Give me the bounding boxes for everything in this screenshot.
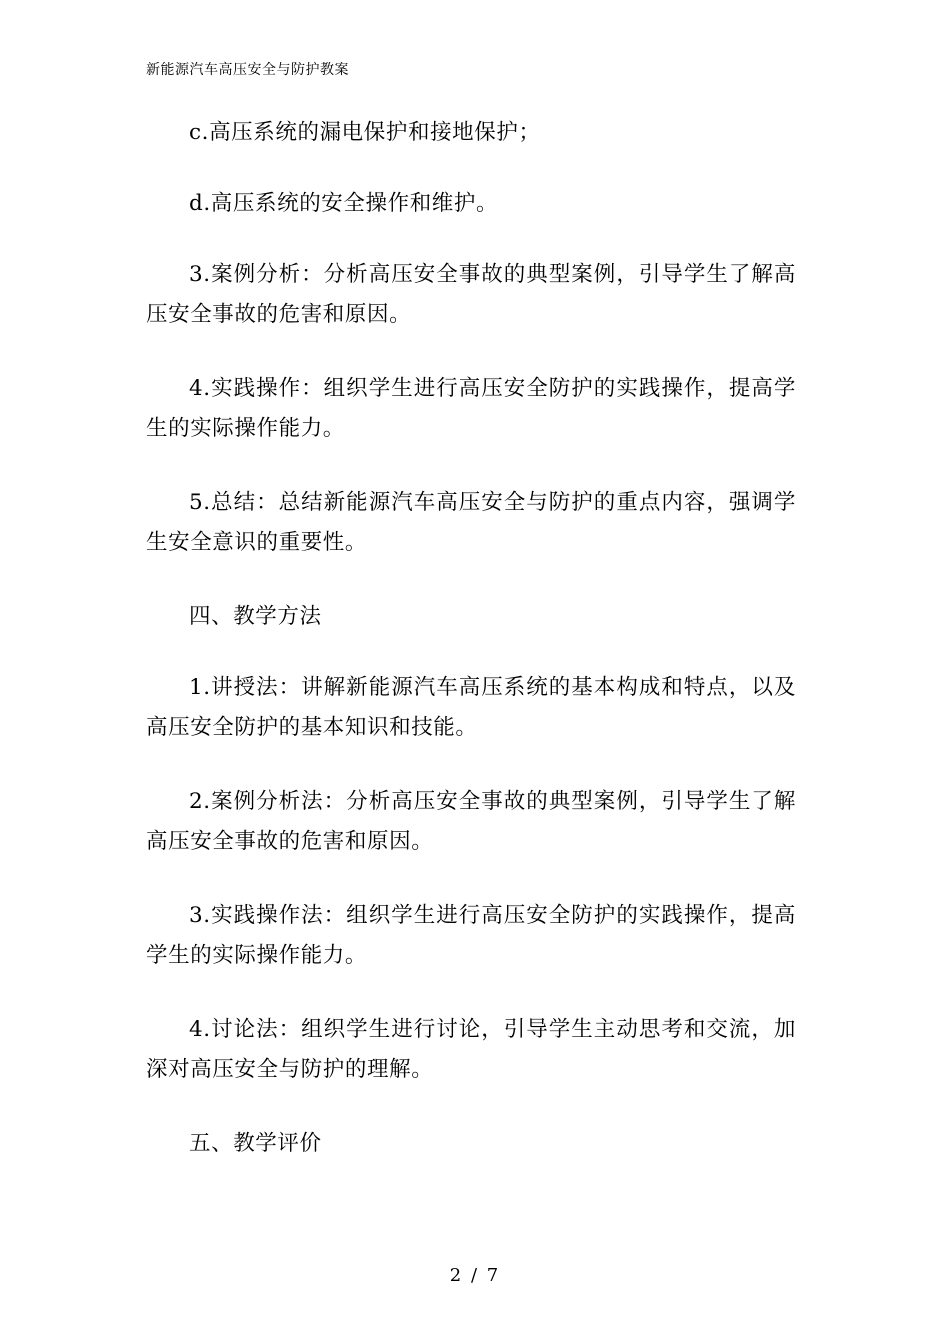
- page-number: 2 / 7: [449, 1265, 501, 1286]
- step-summary: 5.总结：总结新能源汽车高压安全与防护的重点内容，强调学生安全意识的重要性。: [146, 490, 796, 555]
- method-lecture: 1.讲授法：讲解新能源汽车高压系统的基本构成和特点，以及高压安全防护的基本知识和技能。: [146, 675, 796, 740]
- section-heading-teaching-methods: 四、教学方法: [189, 604, 322, 629]
- method-case-analysis: 2.案例分析法：分析高压安全事故的典型案例，引导学生了解高压安全事故的危害和原因。: [146, 789, 796, 854]
- method-discussion: 4.讨论法：组织学生进行讨论，引导学生主动思考和交流，加深对高压安全与防护的理解。: [146, 1017, 796, 1082]
- list-item-c: c.高压系统的漏电保护和接地保护；: [189, 120, 541, 145]
- document-body: [146, 113, 796, 1195]
- step-practice: 4.实践操作：组织学生进行高压安全防护的实践操作，提高学生的实际操作能力。: [146, 376, 796, 441]
- running-header: 新能源汽车高压安全与防护教案: [146, 62, 349, 78]
- method-practice: 3.实践操作法：组织学生进行高压安全防护的实践操作，提高学生的实际操作能力。: [146, 903, 796, 968]
- list-item-d: d.高压系统的安全操作和维护。: [189, 191, 499, 216]
- section-heading-teaching-evaluation: 五、教学评价: [189, 1131, 322, 1156]
- step-case-analysis: 3.案例分析：分析高压安全事故的典型案例，引导学生了解高压安全事故的危害和原因。: [146, 262, 796, 327]
